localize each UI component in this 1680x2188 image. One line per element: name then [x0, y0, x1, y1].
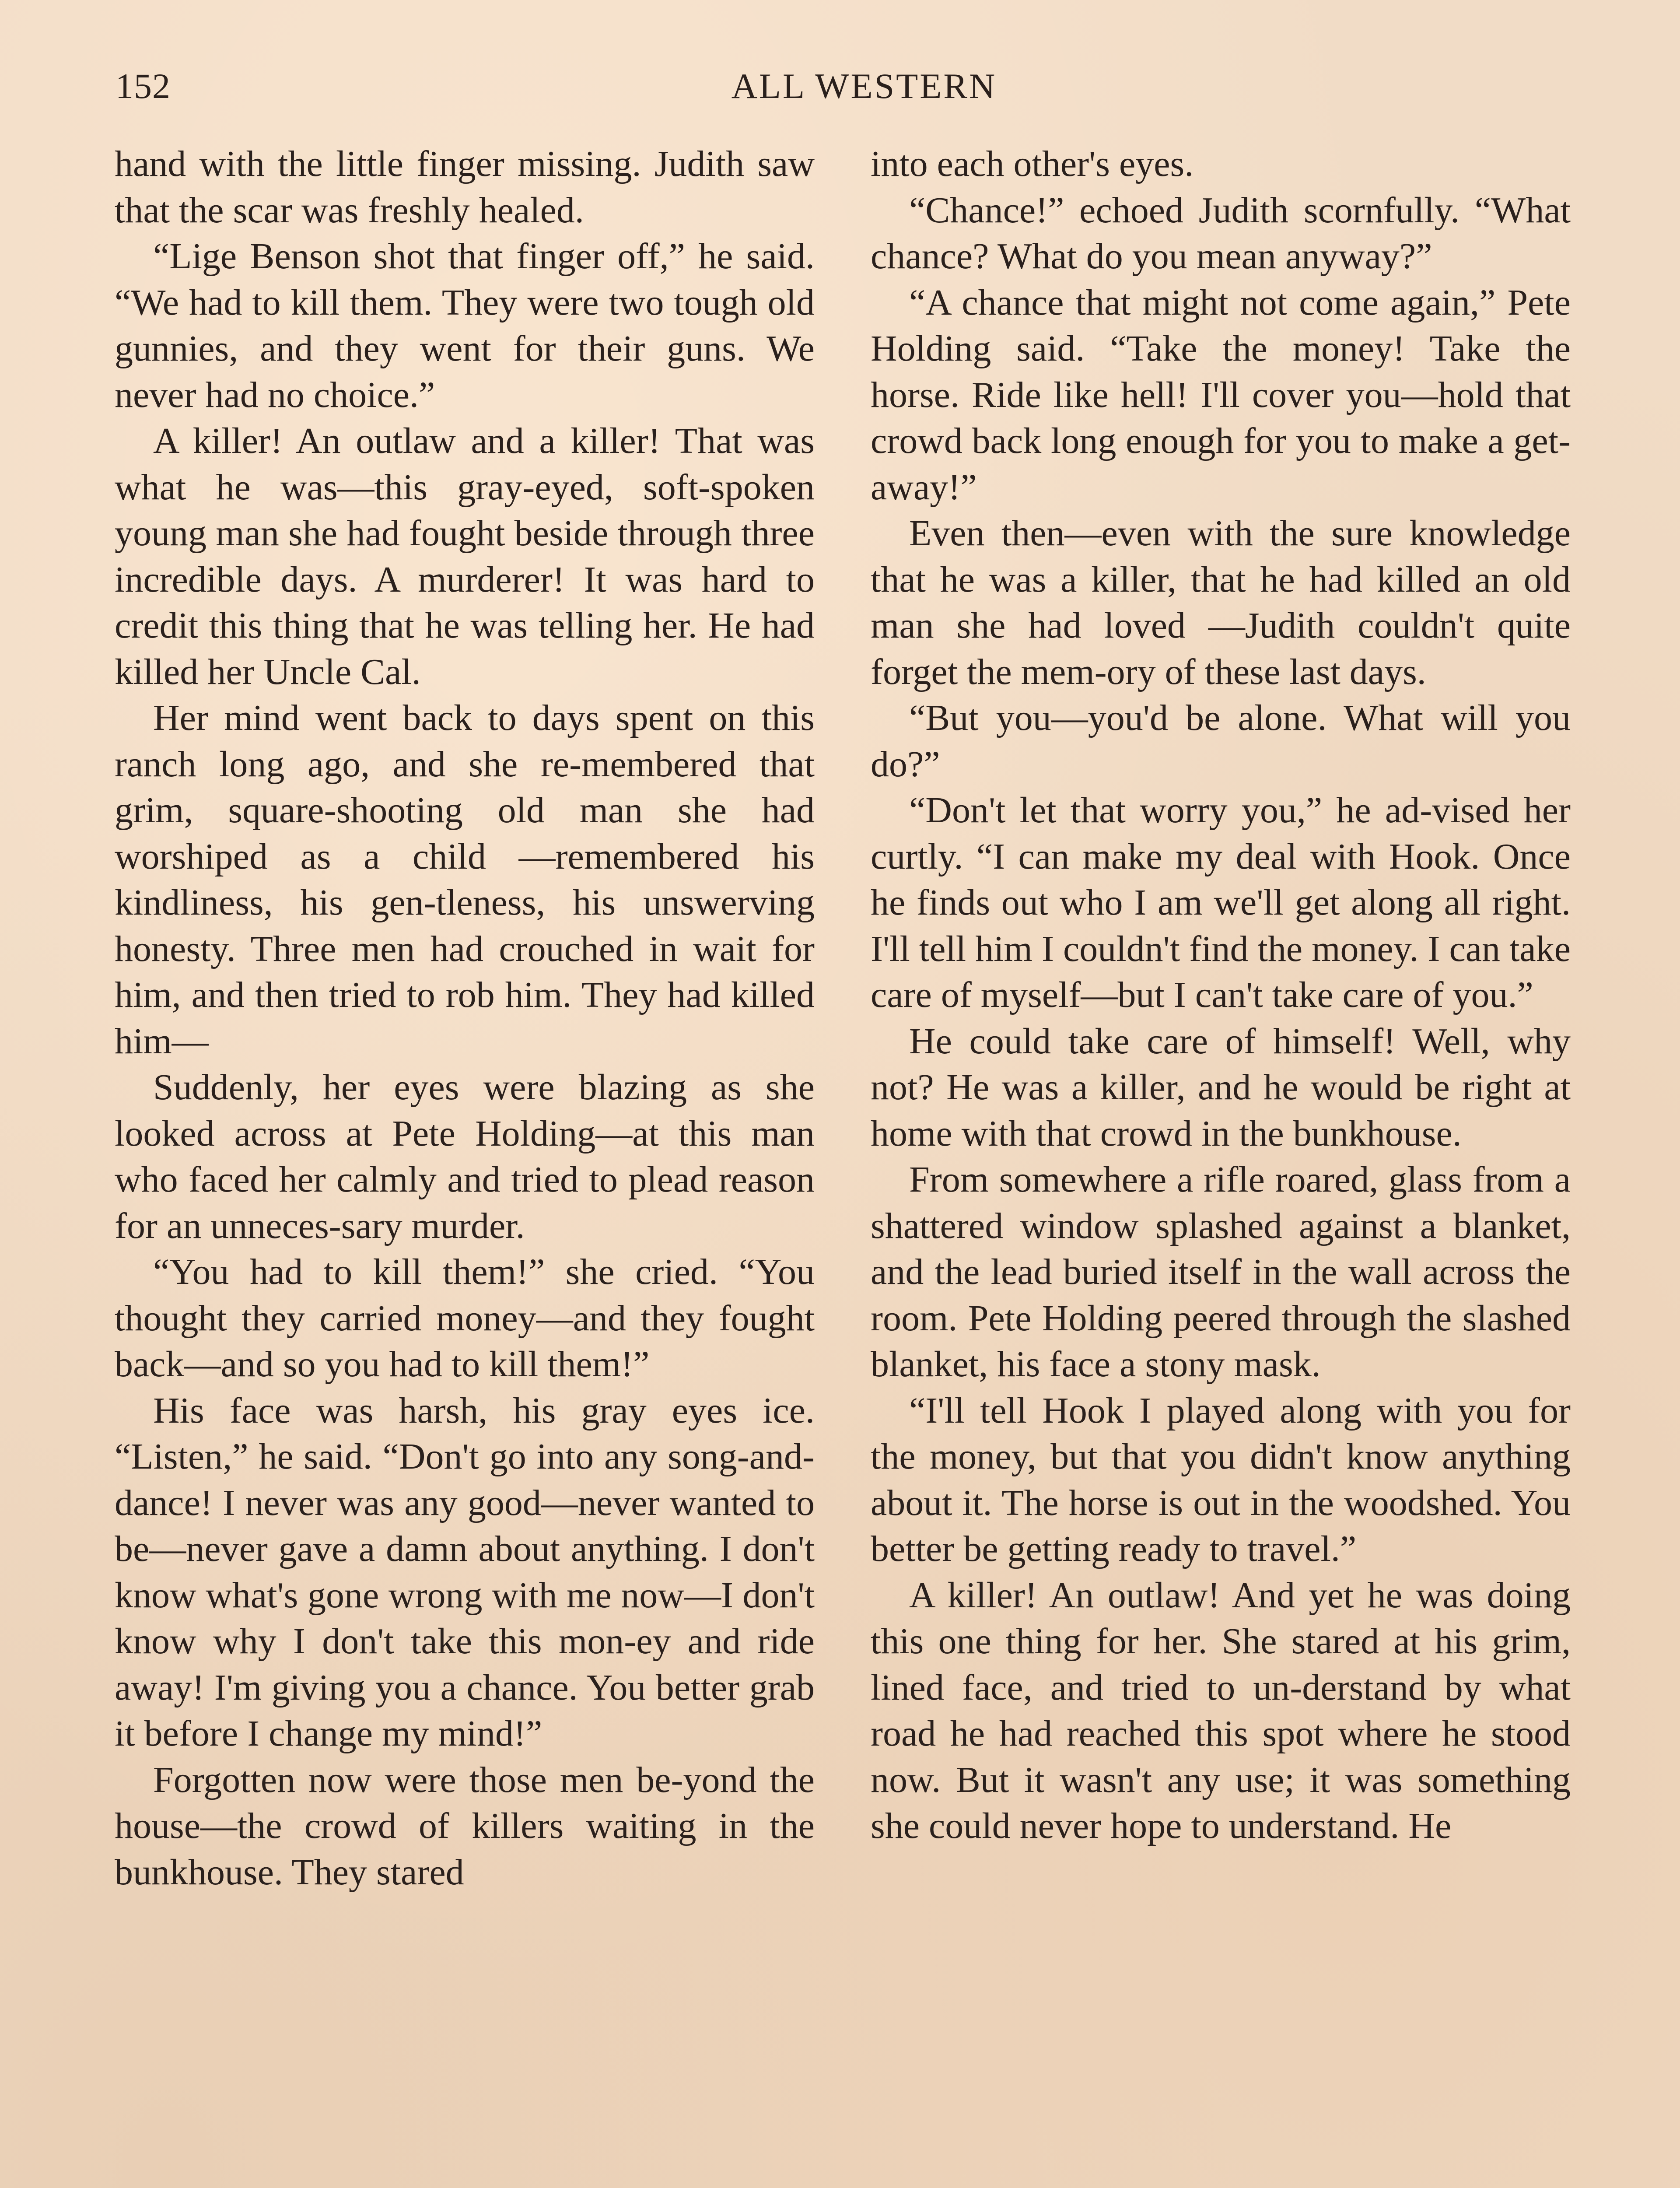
running-title: ALL WESTERN — [731, 66, 997, 106]
paragraph: “Don't let that worry you,” he ad-vised her curtly. “I can make my deal with Hook. Once he finds out who I am we'll get along all right. I'll tell him I couldn't find the money. I can take care of myself—but I can't take care of you.” — [871, 790, 1571, 1015]
paragraph: From somewhere a rifle roared, glass from a shattered window splashed against a blanket, and the lead buried itself in the wall across the room. Pete Holding peered through the slashed blanket, his face a stony mask. — [871, 1159, 1571, 1385]
paragraph: A killer! An outlaw! And yet he was doing this one thing for her. She stared at his grim, lined face, and tried to un-derstand by what road he had reached this spot where he stood now. But it wasn't any use; it was something she could never hope to understand. He — [871, 1574, 1571, 1846]
paragraph: He could take care of himself! Well, why not? He was a killer, and he would be right at home with that crowd in the bunkhouse. — [871, 1020, 1571, 1154]
paragraph: hand with the little finger missing. Judith saw that the scar was freshly healed. — [115, 144, 815, 231]
paragraph: Suddenly, her eyes were blazing as she looked across at Pete Holding—at this man who faced her calmly and tried to plead reason for an unneces-sary murder. — [115, 1067, 815, 1246]
paragraph: “I'll tell Hook I played along with you for the money, but that you didn't know anything about it. The horse is out in the woodshed. You better be getting ready to travel.” — [871, 1390, 1571, 1569]
paragraph: Forgotten now were those men be-yond the house—the crowd of killers waiting in the bunkhouse. They stared — [115, 1759, 815, 1893]
paragraph: “A chance that might not come again,” Pete Holding said. “Take the money! Take the horse. Ride like hell! I'll cover you—hold that crowd back long enough for you to make a get-away!” — [871, 282, 1571, 508]
left-column — [115, 141, 815, 1895]
page-header — [116, 66, 1564, 118]
page-number: 152 — [116, 66, 171, 106]
paragraph: “You had to kill them!” she cried. “You thought they carried money—and they fought back—and so you had to kill them!” — [115, 1252, 815, 1385]
right-column — [871, 141, 1571, 1849]
paragraph: into each other's eyes. — [871, 144, 1194, 184]
paragraph: “Chance!” echoed Judith scornfully. “What chance? What do you mean anyway?” — [871, 189, 1571, 277]
paragraph: “Lige Benson shot that finger off,” he said. “We had to kill them. They were two tough old gunnies, and they went for their guns. We never had no choice.” — [115, 236, 815, 415]
paragraph: A killer! An outlaw and a killer! That was what he was—this gray-eyed, soft-spoken young man she had fought beside through three incredible days. A murderer! It was hard to credit this thing that he was telling her. He had killed her Uncle Cal. — [115, 421, 815, 692]
paragraph: His face was harsh, his gray eyes ice. “Listen,” he said. “Don't go into any song-and-dance! I never was any good—never wanted to be—never gave a damn about anything. I don't know what's gone wrong with me now—I don't know why I don't take this mon-ey and ride away! I'm giving you a chance. You better grab it before I change my mind!” — [115, 1390, 815, 1754]
paragraph: “But you—you'd be alone. What will you do?” — [871, 698, 1571, 785]
paragraph: Even then—even with the sure knowledge that he was a killer, that he had killed an old man she had loved —Judith couldn't quite forget the mem-ory of these last days. — [871, 513, 1571, 692]
paragraph: Her mind went back to days spent on this ranch long ago, and she re-membered that grim, square-shooting old man she had worshiped as a child —remembered his kindliness, his gen-tleness, his unswerving honesty. Three men had crouched in wait for him, and then tried to rob him. They had killed him— — [115, 698, 815, 1062]
